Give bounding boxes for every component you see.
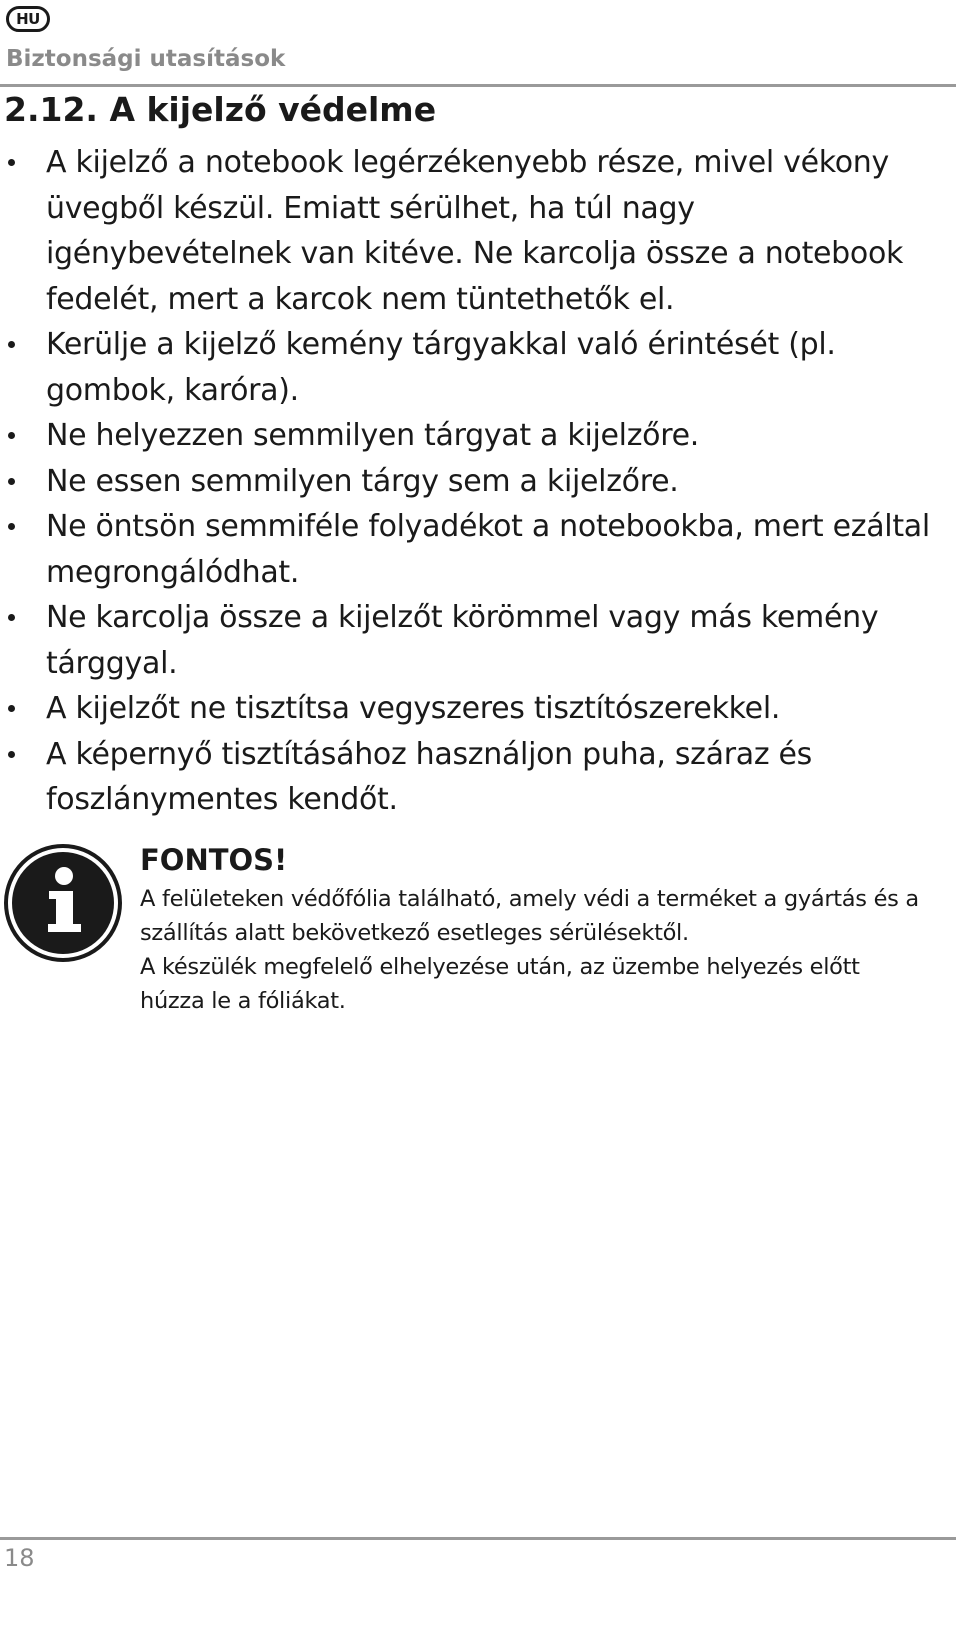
header-divider [0, 84, 956, 87]
list-item [0, 140, 940, 322]
section-header: Biztonsági utasítások [6, 46, 286, 72]
list-item [0, 504, 940, 595]
language-badge: HU [6, 6, 50, 32]
list-item [0, 459, 940, 505]
list-item-text: Kerülje a kijelző kemény tárgyakkal való érintését (pl. gombok, karóra). [46, 327, 836, 408]
info-icon [3, 843, 123, 963]
bullet-icon [8, 614, 15, 621]
list-item [0, 732, 940, 823]
list-item-text: Ne helyezzen semmilyen tárgyat a kijelzőre. [46, 418, 699, 453]
list-item-text: Ne essen semmilyen tárgy sem a kijelzőre. [46, 463, 679, 499]
list-item-text: Ne öntsön semmiféle folyadékot a notebookba, mert ezáltal megrongálódhat. [46, 509, 930, 590]
list-item-text: A képernyő tisztításához használjon puha, száraz és foszlánymentes kendőt. [46, 736, 812, 817]
list-item [0, 322, 940, 413]
bullet-icon [8, 751, 15, 758]
bullet-icon [8, 341, 15, 348]
list-item-text: A kijelzőt ne tisztítsa vegyszeres tisztítószerekkel. [46, 691, 781, 726]
bullet-icon [8, 432, 15, 439]
page-number: 18 [4, 1544, 35, 1572]
note-paragraph: A felületeken védőfólia található, amely védi a terméket a gyártás és a szállítás alatt bekövetkező esetleges sérülésektől. [140, 886, 919, 946]
list-item [0, 686, 940, 732]
list-item [0, 413, 940, 459]
note-title: FONTOS! [140, 843, 288, 877]
list-item [0, 595, 940, 686]
list-item-text: Ne karcolja össze a kijelzőt körömmel vagy más kemény tárggyal. [46, 600, 879, 681]
note-body [140, 882, 920, 1018]
note-paragraph: A készülék megfelelő elhelyezése után, az üzembe helyezés előtt húzza le a fóliákat. [140, 954, 860, 1014]
bullet-icon [8, 159, 15, 166]
bullet-icon [8, 478, 15, 485]
list-item-text: A kijelző a notebook legérzékenyebb része, mivel vékony üvegből készül. Emiatt sérülhet, ha túl nagy igénybevételnek van kitéve. Ne karcolja össze a notebook fedelét, mert a karcok nem tüntethetők el. [46, 145, 904, 317]
footer-divider [0, 1537, 956, 1540]
safety-bullet-list [0, 140, 940, 823]
bullet-icon [8, 705, 15, 712]
bullet-icon [8, 523, 15, 530]
page-title: 2.12. A kijelző védelme [4, 90, 437, 129]
